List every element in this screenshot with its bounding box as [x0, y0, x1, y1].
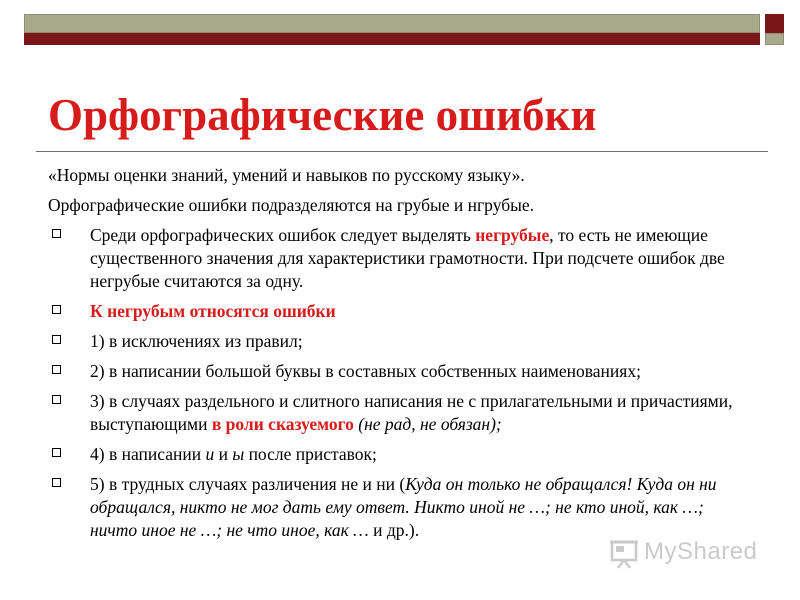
slide-body: [48, 164, 748, 549]
bullet-text: и др.).: [368, 520, 420, 540]
square-bullet-icon: [52, 305, 61, 314]
example-text: (не рад, не обязан);: [358, 414, 502, 434]
bullet-item-ne-ni: [48, 473, 748, 542]
bullet-text: 2) в написании большой буквы в составных собственных наименованиях;: [90, 361, 641, 381]
header-accent-bar: [24, 33, 760, 45]
bullet-text: 5) в трудных случаях различения не и ни (: [90, 474, 406, 494]
header-corner-square-top: [765, 14, 784, 33]
square-bullet-icon: [52, 335, 61, 344]
bullet-text: Среди орфографических ошибок следует выделять: [90, 225, 476, 245]
bullet-text: 4) в написании: [90, 444, 206, 464]
projector-screen-icon: [608, 538, 640, 570]
square-bullet-icon: [52, 395, 61, 404]
square-bullet-icon: [52, 365, 61, 374]
watermark-text: MyShared: [644, 538, 758, 565]
bullet-item-exceptions: [48, 330, 748, 353]
intro-paragraph-norms: «Нормы оценки знаний, умений и навыков по русскому языку».: [48, 165, 525, 185]
letter-example: ы: [232, 444, 245, 464]
header-decor-bar: [24, 14, 760, 33]
bullet-text: 3) в случаях раздельного и слитного написания не с прилагательными и причастиями, выступающими: [90, 391, 733, 434]
bullet-item-nongross-definition: [48, 224, 748, 293]
highlight-term: в роли сказуемого: [211, 414, 354, 434]
square-bullet-icon: [52, 229, 61, 238]
bullet-item-nongross-heading: [48, 300, 748, 323]
bullet-item-ne-spelling: [48, 390, 748, 436]
bullet-text: , то есть не имеющие существенного значения для характеристики грамотности. При подсчете ошибок две негрубые считаются за одну.: [90, 225, 725, 291]
bullet-item-prefixes: [48, 443, 748, 466]
square-bullet-icon: [52, 448, 61, 457]
bullet-heading-text: К негрубым относятся ошибки: [90, 301, 336, 321]
bullet-text: 1) в исключениях из правил;: [90, 331, 303, 351]
bullet-text: после приставок;: [244, 444, 377, 464]
example-text: Куда он только не обращался! Куда он ни обращался, никто не мог дать ему ответ. Никто иной не …; не кто иной, как …; ничто иное не …; не что иное, как …: [90, 474, 717, 540]
title-divider: [36, 151, 768, 152]
square-bullet-icon: [52, 478, 61, 487]
bullet-text: и: [214, 444, 233, 464]
bullet-item-capital-letters: [48, 360, 748, 383]
header-corner-square-bottom: [765, 33, 784, 45]
slide-title: Орфографические ошибки: [48, 90, 597, 140]
highlight-term: негрубые: [475, 225, 550, 245]
intro-paragraph-types: Орфографические ошибки подразделяются на грубые и нгрубые.: [48, 195, 535, 215]
myshared-watermark: [608, 536, 768, 572]
letter-example: и: [205, 444, 215, 464]
